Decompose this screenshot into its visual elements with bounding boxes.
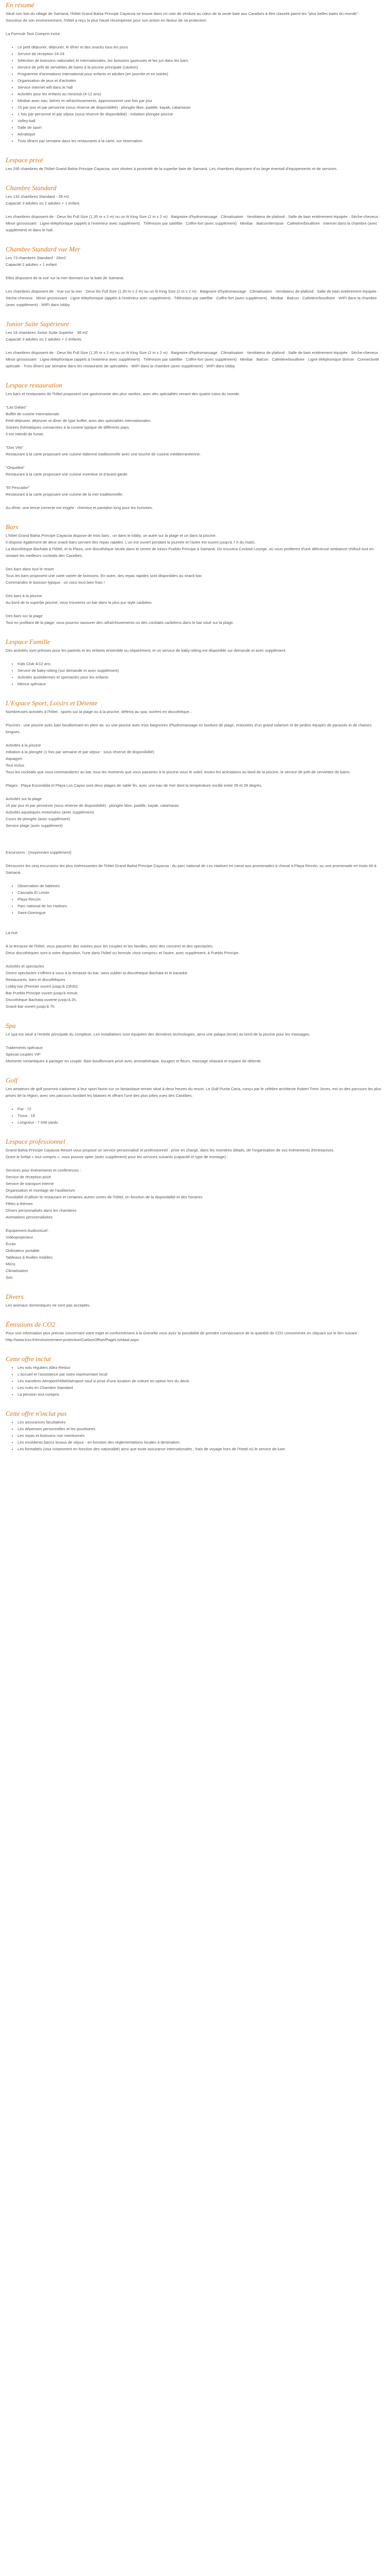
bullet-list [6, 883, 385, 916]
list-item: • Observation de baleines [18, 883, 385, 889]
section-title: Cette offre inclut [6, 1355, 51, 1363]
paragraph: "Orquidea" [6, 465, 25, 470]
list-item: • Volley-ball [18, 117, 385, 124]
paragraph: Spécial couples VIP [6, 1052, 41, 1057]
paragraph: Service de transport interne [6, 1181, 54, 1186]
spacer [6, 559, 385, 566]
paragraph: Écran [6, 1242, 16, 1246]
paragraph: La discothèque Bachata à l'hôtel, et la Plaza, une discothèque située dans le centre de loisirs Pueblo Principe à Samaná. On trouvera Cocktail Lounge, où vous profiterez d'une délicieuse ambiance chillout tout en sirotant les meilleurs cocktails des Caraïbes. [6, 547, 374, 558]
section-title: Cette offre n'inclut pas [6, 1410, 67, 1417]
paragraph: Des bars à la piscine [6, 594, 42, 598]
list-item: • Service de baby-sitting (sur demande et avec supplément) [18, 667, 385, 674]
paragraph: "El Pescador" [6, 485, 30, 490]
list-item: • 1h par jour et par personne (sous réserve de disponibilité) : plongée libre, paddle, kayak, catamaran [18, 104, 385, 111]
paragraph: Buffet de cuisine internationale [6, 412, 59, 416]
spacer [6, 956, 385, 963]
list-item: • Menus spéciaux [18, 681, 385, 687]
paragraph: Tous les bars proposent une carte variée de boissons. En outre, des repas rapides sont disponibles au snack-bar. [6, 573, 203, 578]
paragraph: Tout inclus [6, 763, 24, 768]
list-item: • Organisation de jeux et d'activités [18, 77, 385, 84]
spacer [6, 1221, 385, 1227]
paragraph: Situé non loin du village de Samaná, l'hôtel Grand Bahia Principe Cayacoa se trouve dans un coin de verdure au cœur de la seule baie aux Caraïbes à être classée parmi les "plus belles baies du monde". [6, 11, 360, 16]
list-item: • 1 fois par personne et par séjour (sous réserve de disponibilité) : initiation plongée piscine [18, 111, 385, 117]
paragraph: Activités à la piscine [6, 743, 41, 748]
paragraph: Les chambres disposent de : Deux lits Full Size (1,35 m x 2 m) ou un lit King Size (2 m x 2 m) · Baignoire d'hydromassage · Climatisation · Ventilateur de plafond · Salle de bain entièrement équipée · Sèche-cheveux · Miroir grossissant · Ligne téléphonique (appels à l'extérieur avec supplément) · Télévision par satellite · Coffre-fort (avec supplément) · Minibar · Balcon/terrasse · Cafetière/bouilloire · Internet dans la chambre (avec supplément) et dans le hall. [6, 214, 381, 232]
paragraph: Excursions : (moyennant supplément) [6, 850, 72, 855]
list-item: • Activités quotidiennes et spectacles pour les enfants [18, 674, 385, 681]
list-item: • Aérobique [18, 131, 385, 138]
paragraph: Restaurants, bars et discothèques [6, 977, 66, 982]
spacer [6, 457, 385, 464]
paragraph: Les 295 chambres de l'hôtel Grand Bahia Principe Cayacoa, sont situées à proximité de la superbe baie de Samaná. Les chambres disposent d'un large éventail d'équipements et de services. [6, 166, 338, 171]
list-item: • Les dépenses personnelles et les pourboires [18, 1426, 385, 1432]
spacer [6, 437, 385, 444]
list-item: • L'accueil et l'assistance par notre représentant local [18, 1371, 385, 1378]
section-cette-offre-n-inclut-pas [6, 1409, 385, 1452]
section-title: En résumé [6, 1, 35, 9]
paragraph: Les 132 chambres Standard - 28 m2 [6, 194, 70, 199]
paragraph: Aquagym [6, 756, 23, 761]
paragraph: Des bars sur la plage [6, 614, 43, 618]
list-item: • Trous : 18 [18, 1112, 385, 1119]
list-item: • Les excédents bancs locaux de séjour - en fonction des réglementations locales à destination. [18, 1439, 385, 1446]
spacer [6, 478, 385, 484]
paragraph: "Don Vito" [6, 445, 24, 450]
spacer [6, 397, 385, 404]
section-title: Lespace restauration [6, 381, 62, 389]
paragraph: Bar Pueblo Principe ouvert jusqu'à minuit. [6, 991, 78, 995]
paragraph: Restaurant à la carte proposant une cuisine de la mer traditionnelle. [6, 492, 123, 497]
paragraph: Au dîner, une tenue correcte est exigée : chemise et pantalon long pour les hommes. [6, 505, 153, 510]
section-title: Chambre Standard vue Mer [6, 245, 80, 253]
spacer [6, 715, 385, 722]
paragraph: Vidéoprojecteur [6, 1235, 34, 1240]
paragraph: Commandez le boisson typique : un coco loco bien frais ! [6, 580, 105, 585]
paragraph: Piscines : une piscine avec bain bouillonnant en plein air, ou une piscine avec trois baignoires d'hydromassage en bordure de plage, entourées d'un grand solarium et de jardins équipés de parasols et de chaises longues. [6, 723, 372, 734]
section-title: Junior Suite Supérieure [6, 320, 69, 328]
paragraph: Capacité 2 adultes + 1 enfant [6, 262, 57, 267]
spacer [6, 876, 385, 883]
section-junior-suite-superieure [6, 319, 385, 369]
paragraph: Dîners personnalisés dans les chambres [6, 1208, 77, 1213]
bullet-list [6, 660, 385, 687]
paragraph: Découvrez les cinq excursions les plus intéressantes de l'hôtel Grand Bahia Principe Cayacoa : du parc national de Los Haitises en canot aux promenades à cheval à Playa Rincón, ou une promenade en moto tôt à Samaná. [6, 863, 377, 875]
paragraph: Traitements spéciaux [6, 1045, 43, 1050]
paragraph: Grand Bahia Principe Cayacoa Resort vous propose un service personnalisé et professionnel : prise en charge, dans les moindres détails, de l'organisation de vos événements d'entreprises. [6, 1148, 335, 1153]
paragraph: Activités sur la plage [6, 796, 42, 801]
paragraph: Il est interdit de fumer. [6, 432, 44, 436]
paragraph: Équipement Audiovisuel : [6, 1228, 50, 1233]
list-item: • Activités pour les enfants au miniclub (4-12 ans) [18, 91, 385, 97]
list-item: • Par : 72 [18, 1106, 385, 1112]
spacer [6, 268, 385, 275]
paragraph: Fêtes à thèmes [6, 1201, 33, 1206]
paragraph: Service de réception privé [6, 1175, 51, 1179]
section-title: Émissions de CO2 [6, 1320, 56, 1328]
paragraph: Les 18 chambres Junior Suite Superior - 38 m2 [6, 330, 88, 335]
paragraph: Climatisation [6, 1268, 28, 1273]
list-item: • Les formalités (visa notamment en fonction des nationalité) ainsi que toute assurance internationales ; frais de voyage hors de l'Hotel où le service de luxe. [18, 1446, 385, 1452]
spacer [6, 24, 385, 30]
paragraph: Discothèque Bachata ouverte jusqu'à 2h. [6, 997, 77, 1002]
paragraph: Initiation à la plongée (1 fois par semaine et par séjour - sous réserve de disponibilité) [6, 750, 154, 754]
spacer [6, 789, 385, 795]
paragraph: Capacité 3 adultes ou 2 adultes + 1 enfant. [6, 201, 80, 206]
list-item: • Les vols réguliers Allez-Retour [18, 1364, 385, 1371]
paragraph: Restaurant à la carte proposant une cuisine inventive et d'avant-garde. [6, 472, 128, 477]
section-title: Lespace professionnel [6, 1138, 66, 1145]
spacer [6, 606, 385, 613]
list-item: • Longueur : 7 046 yards [18, 1119, 385, 1126]
section-l-espace-sport-loisirs-et-detente [6, 698, 385, 1010]
spacer [6, 498, 385, 504]
paragraph: Des activités sont prévues pour les parents et les enfants ensemble ou séparément, et un service de baby-sitting est disponible sur demande et avec supplément. [6, 648, 287, 653]
section-title: Lespace privé [6, 156, 43, 164]
spacer [6, 1038, 385, 1044]
section-title: Lespace Famille [6, 638, 51, 646]
paragraph: Activités et spectacles [6, 964, 44, 969]
paragraph: Services pour événements et conférences : [6, 1168, 82, 1173]
paragraph: Les amateurs de golf pourront s'adonner à leur sport favori sur un fantastique terrain situé à deux heures du resort. Le Golf Punta Cana, conçu par le célèbre architecte Robert Trent Jones, est un des parcours les plus prisés de la région, avec ses parcours bordant les falaises et offrant l'une des plus jolies vues des Caraïbes. [6, 1087, 381, 1098]
paragraph: Deux discothèques sont à votre disposition, l'une dans l'hôtel ou formule »tout compris« et l'autre, avec supplément, à Pueblo Principe. [6, 951, 240, 955]
paragraph: À la terrasse de l'hôtel, vous passerez des soirées pour les couples et les familles, avec des concerts et des spectacles. [6, 944, 214, 948]
list-item: • Trois dîners par semaine dans les restaurants à la carte, sur réservation [18, 138, 385, 144]
spacer [6, 829, 385, 836]
list-item: • Sélection de boissons nationales et internationales, les boissons gazeuses et les jus dans les bars [18, 57, 385, 64]
section-title: L'Espace Sport, Loisirs et Détente [6, 699, 97, 707]
spacer [6, 207, 385, 213]
paragraph: "Las Dalias" [6, 405, 27, 410]
paragraph: Tout en profitant de la plage, vous pourrez savourer des rafraîchissements ou des cocktails caribéens dans le bar situé sur la plage. [6, 620, 234, 625]
list-item: • Le petit déjeuner, déjeuner, le dîner et des snacks tous les jours [18, 44, 385, 50]
list-item: • Les nuits en Chambre Standard [18, 1384, 385, 1391]
paragraph: Il dispose également de deux snack-bars servant des repas rapides. L'un est ouvert pendant la journée et l'autre est ouvert jusqu'à 7 h du matin. [6, 540, 256, 545]
spacer [6, 916, 385, 923]
paragraph: Cours de plongée (avec supplément) [6, 817, 70, 821]
list-item: • Les assurances facultatives [18, 1419, 385, 1426]
list-item: • Minibar avec eau, bières et rafraichissements. Approvisionné une fois par jour [18, 97, 385, 104]
paragraph: Plages : Playa Escondida et Playa Los Cayos sont deux plages de sable fin, avec une eau de mer dont la température oscille entre 26 et 28 degrés. [6, 783, 263, 788]
section-title: Chambre Standard [6, 184, 57, 192]
section-divers [6, 1292, 385, 1309]
paragraph: Service plage (avec supplément) [6, 823, 63, 828]
list-item: • Service de prêt de serviettes de bains à la piscine principale (caution) [18, 64, 385, 71]
spacer [6, 936, 385, 943]
paragraph: La nuit [6, 930, 18, 935]
spacer [6, 775, 385, 782]
paragraph: Divers spectacles s'offrent à vous à la terrasse du bar, sans oublier la discothèque Bachata et le karaoké. [6, 971, 188, 975]
spacer [6, 923, 385, 929]
section-bars [6, 522, 385, 626]
section-emissions-de-co2 [6, 1319, 385, 1343]
section-lespace-prive [6, 155, 385, 172]
spacer [6, 856, 385, 862]
section-en-resume [6, 0, 385, 144]
section-spa [6, 1021, 385, 1064]
list-item: • Kids Club 4/12 ans [18, 660, 385, 667]
paragraph: Les animaux domestiques ne sont pas acceptés. [6, 1303, 91, 1308]
spacer [6, 1099, 385, 1106]
section-golf [6, 1075, 385, 1126]
paragraph: Son [6, 1275, 13, 1280]
section-lespace-restauration [6, 380, 385, 511]
list-item: • Les repas et boissons non mentionnés [18, 1432, 385, 1439]
paragraph: Micro [6, 1262, 15, 1266]
spacer [6, 586, 385, 592]
paragraph: Soirées thématiques consacrées à la cuisine typique de différents pays. [6, 425, 130, 430]
spacer [6, 281, 385, 288]
list-item: • Les transferts Aéroport/Hôtel/Aéroport sauf si prise d'une location de voiture en option lors du devis [18, 1378, 385, 1384]
list-item: • Playa Rincón [18, 896, 385, 903]
spacer [6, 842, 385, 849]
paragraph: Snack-bar ouvert jusqu'à 7h. [6, 1004, 56, 1009]
list-item: • Saint-Domingue [18, 909, 385, 916]
paragraph: Animations personnalisées [6, 1215, 53, 1219]
paragraph: Organisation et montage de l'auditorium [6, 1188, 75, 1193]
list-item: • Salle de sport [18, 124, 385, 131]
spacer [6, 654, 385, 660]
section-lespace-famille [6, 637, 385, 687]
paragraph: L'hôtel Grand Bahia Principe Cayacoa dispose de trois bars : un dans le lobby, un autre sur la plage et un dans la piscine. [6, 533, 217, 538]
paragraph: Au bord de la superbe piscine, vous trouverez un bar dans la plus pur style caribéen. [6, 600, 153, 605]
paragraph: Les chambres disposent de : Vue sur la mer · Deux lits Full Size (1,35 m x 2 m) ou un lit King Size (2 m x 2 m) · Baignoire d'hydromassage · Climatisation · Ventilateur de plafond · Salle de bain entièrement équipée · Sèche-cheveux · Miroir grossissant · Ligne téléphonique (appels à l'extérieur avec supplément) · Télévision par satellite · Coffre-fort (avec supplément) · Minibar · Balcon · Cafetière/bouilloire · WIFI dans la chambre (avec supplément) · WIFI dans lobby. [6, 289, 379, 307]
spacer [6, 343, 385, 349]
section-chambre-standard [6, 183, 385, 233]
paragraph: Petit-déjeuner, déjeuner et dîner de type buffet, avec des spécialités internationales. [6, 418, 152, 423]
list-item: • Cascada El Limón [18, 889, 385, 896]
paragraph: Les 73 chambres Standard - 28m2 [6, 256, 66, 260]
paragraph: Ordinateur portable [6, 1248, 40, 1253]
section-title: Golf [6, 1076, 18, 1084]
paragraph: Restaurant à la carte proposant une cuisine italienne traditionnelle avec une touche de cuisine méditerranéenne. [6, 452, 201, 456]
section-title: Spa [6, 1022, 16, 1029]
paragraph: Tous les cocktails que vous commanderez au bar, tous les moments que vous passerez à la piscine vous le soleil, toutes les animations au bord de la piscine, le service de prêt de serviettes de bains. [6, 770, 351, 774]
paragraph: Outre le forfait « tout compris », vous pouvez opter (avec supplément) pour les services suivants (capacité et type de montage) : [6, 1155, 228, 1159]
paragraph: 1h par jour et par personne (sous réserve de disponibilité) : plongée libre, paddle, kayak, catamaran [6, 803, 179, 808]
bullet-list [6, 1106, 385, 1126]
paragraph: Soucieux de son environnement, l'hôtel a reçu la plus haute récompense pour son action en faveur de sa protection. [6, 18, 207, 23]
section-title: Bars [6, 523, 19, 531]
section-title: Divers [6, 1293, 24, 1300]
paragraph: Le spa est situé à l'entrée principale du complexe. Les installations sont équipées des dernières technologies, ainsi une palapa (tente) au bord de la piscine pour les massages. [6, 1032, 311, 1037]
section-chambre-standard-vue-mer [6, 244, 385, 308]
paragraph: Activités aquatiques motorisées (avec supplément) [6, 810, 94, 815]
paragraph: Tableaux à feuilles mobiles [6, 1255, 53, 1260]
spacer [6, 1160, 385, 1167]
paragraph: Possibilité d'utiliser le restaurant et certaines autres zones de l'hôtel, en fonction de la disponibilité et des horaires [6, 1195, 203, 1199]
paragraph: Nombreuses activités à l'hôtel : sports sur la plage ou à la piscine, défenis au spa, soirées en discothèque... [6, 709, 192, 714]
paragraph: Les bars et restaurants de l'hôtel proposent une gastronomie des plus variées, avec des spécialités venant des quatre coins du monde. [6, 392, 240, 396]
paragraph: Moments romantiques à partager en couple. Bain bouillonnant privé avec aromathérapie, bougies et fleurs, massage relaxant et espace de détente. [6, 1059, 262, 1063]
list-item: • Programme d'animations international pour enfants et adultes (en journée et en soirée) [18, 71, 385, 77]
paragraph: Lobby bar (Premier ouvert jusqu'à 23h30) [6, 984, 78, 989]
paragraph: Des bars dans tout le resort [6, 567, 54, 571]
bullet-list [6, 1419, 385, 1452]
spacer [6, 735, 385, 742]
list-item: • Service Internet wifi dans le hall [18, 84, 385, 91]
paragraph: Pour une information plus précise concernant votre trajet et conformément à la Grenelle vous avez la possibilité de prendre connaissance de la quantité de CO2 consommée en cliquant sur le lien suivant : http://www.lcsv.fr/environnement-protection/CarbonOffset/PageListIdaal.aspx [6, 1331, 360, 1342]
paragraph: La Formule Tout Compris inclut : [6, 31, 62, 36]
spacer [6, 37, 385, 44]
section-lespace-professionnel [6, 1137, 385, 1281]
paragraph: Capacité 3 adultes ou 2 adultes + 2 enfants. [6, 337, 83, 342]
section-cette-offre-inclut [6, 1354, 385, 1398]
list-item: • La pension tout compris [18, 1391, 385, 1398]
bullet-list [6, 44, 385, 144]
paragraph: Les chambres disposent de : Deux lits Full Size (1,35 m x 2 m) ou un lit King Size (2 m x 2 m) · Baignoire d'hydromassage · Climatisation · Ventilateur de plafond · Salle de bain entièrement équipée · Sèche-cheveux · Miroir grossissant · Ligne téléphonique (appels à l'extérieur avec supplément) · Télévision par satellite · Coffre-fort (avec supplément) · Minibar · Balcon · Cafetière/bouilloire · Ligne téléphonique directe · Connectivité spéciale · Trois dîners par semaine dans les restaurants de spécialités · WIFI dans la chambre (avec supplément) · WIFI dans lobby. [6, 350, 381, 368]
list-item: • Parc national de los Haitises [18, 903, 385, 909]
paragraph: Elles disposent de la vue sur la mer donnant sur la baie de Samaná. [6, 276, 124, 280]
list-item: • Service de réception 24-24 [18, 50, 385, 57]
bullet-list [6, 1364, 385, 1398]
spacer [6, 836, 385, 842]
